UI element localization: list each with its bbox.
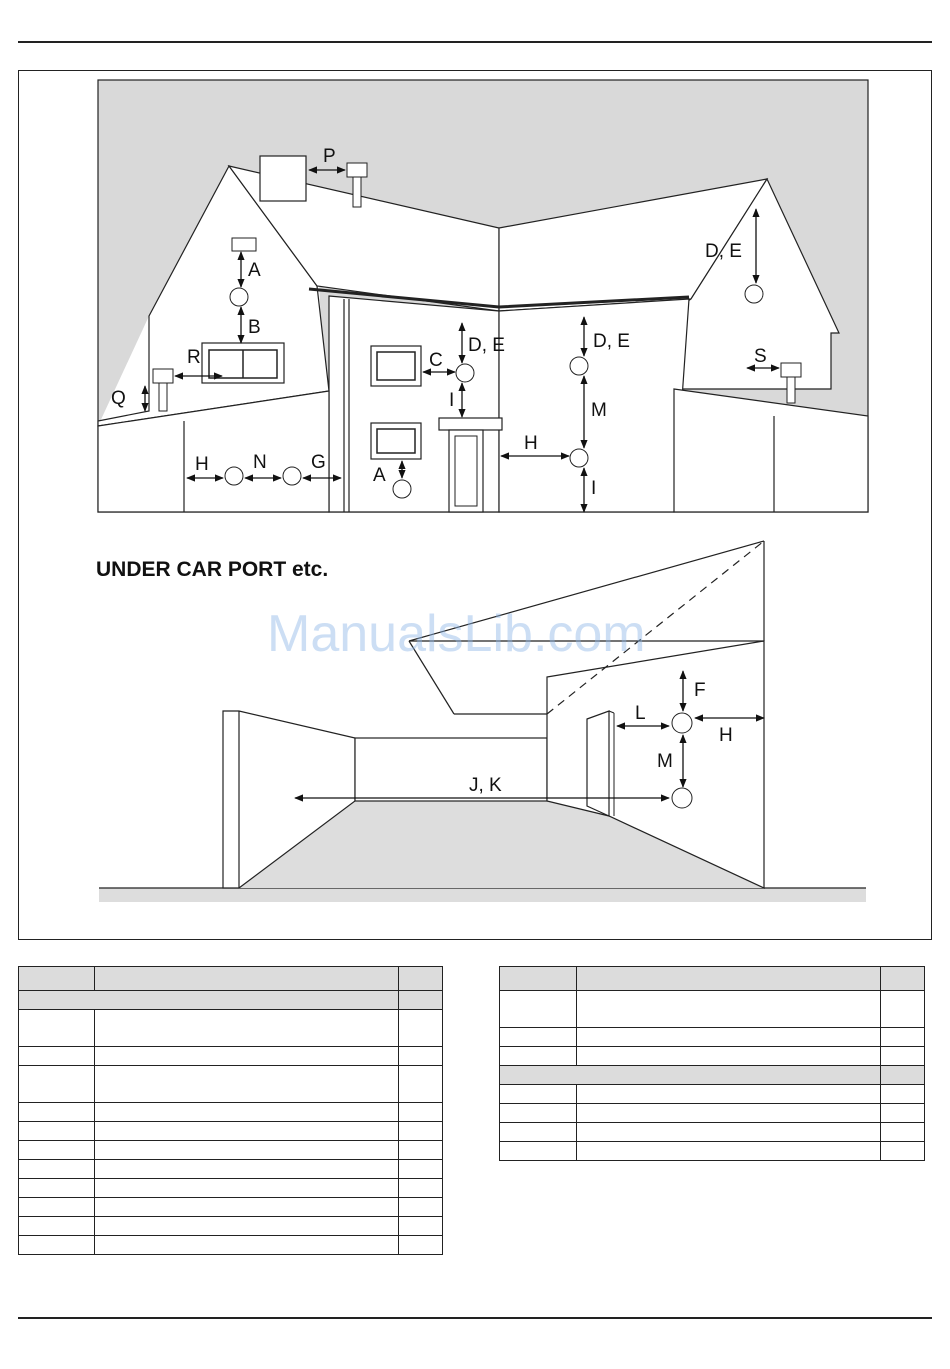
carport-label-l: L [635,703,646,724]
label-g: G [311,452,326,473]
table-cell [500,1085,577,1104]
table-cell [881,967,925,991]
bottom-rule [18,1317,932,1319]
table-cell [95,1217,399,1236]
table-cell [500,1104,577,1123]
clearance-table-left-body [19,967,443,1255]
table-cell [500,1028,577,1047]
table-cell [19,1179,95,1198]
table-cell [399,1236,443,1255]
table-cell [19,1160,95,1179]
table-cell [95,1047,399,1066]
label-b: B [248,317,261,338]
table-cell [19,1198,95,1217]
table-cell [399,1066,443,1103]
carport-title: UNDER CAR PORT etc. [96,558,329,581]
table-cell [399,1160,443,1179]
left-table-row-0 [19,967,443,991]
table-cell [19,1047,95,1066]
watermark: ManualsLib.com [267,605,646,663]
right-table-row-4 [500,1066,925,1085]
left-table-row-5 [19,1103,443,1122]
label-de-mid: D, E [468,335,505,356]
table-section-cell [500,1066,881,1085]
table-cell [399,1179,443,1198]
label-m-upper: M [591,400,607,421]
carport-label-h: H [719,725,733,746]
table-cell [19,1141,95,1160]
table-cell [881,991,925,1028]
table-cell [881,1047,925,1066]
table-cell [881,1142,925,1161]
table-cell [399,991,443,1010]
label-n: N [253,452,267,473]
carport-illustration [96,541,866,902]
table-cell [95,1103,399,1122]
table-cell [577,1085,881,1104]
table-cell [95,1066,399,1103]
left-table-row-2 [19,1010,443,1047]
left-table-row-4 [19,1066,443,1103]
label-q: Q [111,388,126,409]
table-cell [95,1198,399,1217]
table-cell [95,1160,399,1179]
left-table-row-10 [19,1198,443,1217]
right-table-row-7 [500,1123,925,1142]
label-de-mid2: D, E [593,331,630,352]
table-cell [19,1122,95,1141]
table-cell [881,1104,925,1123]
right-table-row-5 [500,1085,925,1104]
label-i-upper: I [449,390,455,411]
label-p: P [323,146,336,167]
table-cell [500,967,577,991]
top-rule [18,41,932,43]
left-table-row-8 [19,1160,443,1179]
table-cell [95,1141,399,1160]
table-section-cell [19,991,399,1010]
table-cell [881,1085,925,1104]
clearance-table-left [18,966,443,1255]
figure-drawing [19,71,933,941]
table-cell [500,991,577,1028]
table-cell [399,967,443,991]
table-cell [95,1010,399,1047]
house-illustration [98,80,868,512]
label-c: C [429,350,443,371]
clearance-table-right-body [500,967,925,1161]
label-h-left: H [195,454,209,475]
table-cell [399,1122,443,1141]
table-cell [19,1236,95,1255]
carport-label-jk: J, K [469,775,502,796]
label-a-upper: A [248,260,261,281]
carport-label-m: M [657,751,673,772]
table-cell [577,1142,881,1161]
left-table-row-12 [19,1236,443,1255]
table-cell [399,1103,443,1122]
table-cell [19,1010,95,1047]
table-cell [95,1122,399,1141]
table-cell [500,1142,577,1161]
right-table-row-0 [500,967,925,991]
right-table-row-8 [500,1142,925,1161]
label-de-right: D, E [705,241,742,262]
table-cell [881,1123,925,1142]
clearance-table-right [499,966,925,1161]
label-i-lower: I [591,478,597,499]
table-cell [881,1066,925,1085]
table-cell [577,1104,881,1123]
left-table-row-1 [19,991,443,1010]
table-cell [399,1198,443,1217]
right-table-row-1 [500,991,925,1028]
table-cell [577,1047,881,1066]
table-cell [500,1123,577,1142]
table-cell [881,1028,925,1047]
table-cell [577,991,881,1028]
left-table-row-6 [19,1122,443,1141]
table-cell [19,967,95,991]
table-cell [399,1217,443,1236]
right-table-row-2 [500,1028,925,1047]
table-cell [399,1047,443,1066]
table-cell [577,1028,881,1047]
table-cell [19,1103,95,1122]
left-table-row-9 [19,1179,443,1198]
label-r: R [187,347,201,368]
table-cell [577,1123,881,1142]
label-s: S [754,346,767,367]
table-cell [95,967,399,991]
left-table-row-3 [19,1047,443,1066]
table-cell [19,1217,95,1236]
table-cell [577,967,881,991]
table-cell [399,1141,443,1160]
left-table-row-7 [19,1141,443,1160]
table-cell [399,1010,443,1047]
right-table-row-6 [500,1104,925,1123]
table-cell [19,1066,95,1103]
label-a-lower: A [373,465,386,486]
table-cell [95,1179,399,1198]
flue-position-figure [18,70,932,940]
table-cell [500,1047,577,1066]
left-table-row-11 [19,1217,443,1236]
table-cell [95,1236,399,1255]
label-h-mid: H [524,433,538,454]
carport-label-f: F [694,680,706,701]
right-table-row-3 [500,1047,925,1066]
